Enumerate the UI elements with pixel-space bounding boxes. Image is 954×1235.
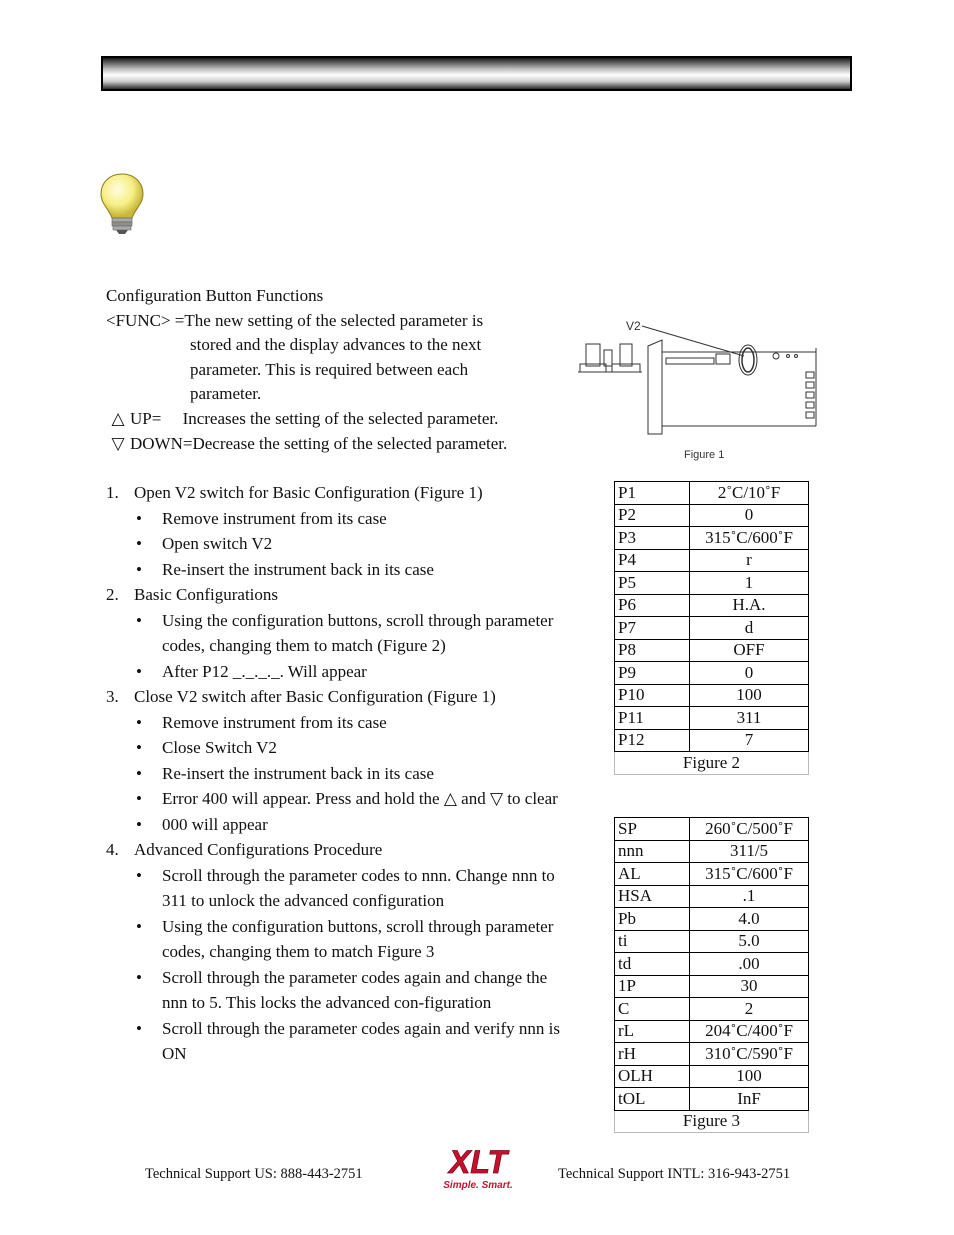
param-value: 0 [690,504,809,527]
config-heading: Configuration Button Functions [106,286,324,305]
param-value: .1 [690,885,809,908]
figure-3-caption: Figure 3 [615,1110,809,1133]
param-code: P2 [615,504,690,527]
step-number: 4. [106,840,119,859]
param-code: HSA [615,885,690,908]
param-code: 1P [615,975,690,998]
figure-3-table [614,817,809,1133]
step-4 [106,837,566,1067]
param-code: ti [615,930,690,953]
table-row [615,953,809,976]
list-item: • Re-insert the instrument back in its case [106,761,566,787]
param-code: P9 [615,662,690,685]
param-value: 204˚C/400˚F [690,1020,809,1043]
list-item: • Scroll through the parameter codes again and verify nnn is ON [106,1016,566,1067]
param-code: SP [615,818,690,841]
list-item: • After P12 _._._._. Will appear [106,659,566,685]
func-description-cont: parameter. This is required between each [190,359,469,379]
param-code: P7 [615,617,690,640]
table-row [615,639,809,662]
param-value: OFF [690,639,809,662]
param-code: P10 [615,684,690,707]
param-code: nnn [615,840,690,863]
list-item: • Remove instrument from its case [106,710,566,736]
list-item: • Scroll through the parameter codes to nnn. Change nnn to 311 to unlock the advanced configuration [106,863,566,914]
lightbulb-icon [97,172,147,236]
param-value: 260˚C/500˚F [690,818,809,841]
up-triangle-icon: △ [111,408,125,428]
param-value: 315˚C/600˚F [690,863,809,886]
down-triangle-icon: ▽ [111,433,125,453]
param-value: 100 [690,684,809,707]
func-description: <FUNC> =The new setting of the selected parameter is [106,310,484,330]
list-item: • Close Switch V2 [106,735,566,761]
up-text: UP= Increases the setting of the selected parameter. [130,408,499,428]
param-value: 311 [690,707,809,730]
param-code: rL [615,1020,690,1043]
param-value: d [690,617,809,640]
func-description-cont: parameter. [190,384,262,404]
step-title: Open V2 switch for Basic Configuration (Figure 1) [134,483,483,502]
table-caption-row [615,1110,809,1133]
table-row [615,662,809,685]
step-2 [106,582,566,684]
param-value: 315˚C/600˚F [690,527,809,550]
param-value: 7 [690,729,809,752]
table-row [615,729,809,752]
step-number: 3. [106,687,119,706]
table-row [615,840,809,863]
table-row [615,617,809,640]
support-intl: Technical Support INTL: 316-943-2751 [558,1166,791,1182]
list-item: • 000 will appear [106,812,566,838]
param-value: InF [690,1088,809,1111]
v2-label: V2 [626,319,641,333]
table-row [615,1043,809,1066]
list-item: • Using the configuration buttons, scroll through parameter codes, changing them to match Figure 3 [106,914,566,965]
param-code: P11 [615,707,690,730]
step-number: 1. [106,483,119,502]
param-value: H.A. [690,594,809,617]
table-row [615,998,809,1021]
list-item: • Scroll through the parameter codes again and change the nnn to 5. This locks the advanced con-figuration [106,965,566,1016]
step-title: Basic Configurations [134,585,279,604]
param-code: td [615,953,690,976]
table-row [615,504,809,527]
list-item: • Error 400 will appear. Press and hold the △ and ▽ to clear [106,786,566,812]
table-row [615,1088,809,1111]
step-1 [106,480,566,582]
table-row [615,930,809,953]
param-code: AL [615,863,690,886]
list-item: • Re-insert the instrument back in its case [106,557,566,583]
param-value: 4.0 [690,908,809,931]
list-item: • Remove instrument from its case [106,506,566,532]
param-code: P5 [615,572,690,595]
step-3 [106,684,566,837]
param-code: P6 [615,594,690,617]
table-row [615,527,809,550]
table-row [615,863,809,886]
step-title: Close V2 switch after Basic Configuration (Figure 1) [134,687,496,706]
param-value: 2 [690,998,809,1021]
step-title: Advanced Configurations Procedure [134,840,383,859]
table-row [615,885,809,908]
table-row [615,549,809,572]
table-row [615,684,809,707]
table-row [615,975,809,998]
param-value: 100 [690,1065,809,1088]
logo-text: XLT [448,1144,508,1180]
param-code: OLH [615,1065,690,1088]
section-header-bar [101,56,852,91]
config-button-functions [106,284,576,456]
param-code: P8 [615,639,690,662]
table-row [615,482,809,505]
table-row [615,1020,809,1043]
param-code: P12 [615,729,690,752]
param-value: 5.0 [690,930,809,953]
param-code: Pb [615,908,690,931]
param-value: 0 [690,662,809,685]
step-number: 2. [106,585,119,604]
param-value: r [690,549,809,572]
param-code: rH [615,1043,690,1066]
param-value: 310˚C/590˚F [690,1043,809,1066]
func-description-cont: stored and the display advances to the next [190,335,482,355]
param-code: P1 [615,482,690,505]
support-us: Technical Support US: 888-443-2751 [145,1166,363,1182]
param-code: P3 [615,527,690,550]
param-value: .00 [690,953,809,976]
param-code: C [615,998,690,1021]
logo-tagline: Simple. Smart. [443,1180,513,1191]
table-row [615,908,809,931]
figure-1-diagram [576,316,822,464]
figure-2-table [614,481,809,775]
table-row [615,1065,809,1088]
table-row [615,594,809,617]
table-caption-row [615,752,809,775]
procedure-steps [106,480,566,1067]
table-row [615,818,809,841]
figure-2-caption: Figure 2 [615,752,809,775]
down-description [106,432,576,457]
list-item: • Using the configuration buttons, scroll through parameter codes, changing them to match (Figure 2) [106,608,566,659]
param-value: 2˚C/10˚F [690,482,809,505]
param-value: 30 [690,975,809,998]
param-code: tOL [615,1088,690,1111]
list-item: • Open switch V2 [106,531,566,557]
up-description [106,407,576,432]
param-value: 1 [690,572,809,595]
param-value: 311/5 [690,840,809,863]
xlt-logo [430,1141,526,1193]
figure-1-caption: Figure 1 [684,449,725,461]
param-code: P4 [615,549,690,572]
table-row [615,572,809,595]
table-row [615,707,809,730]
down-text: DOWN=Decrease the setting of the selected parameter. [130,433,508,453]
